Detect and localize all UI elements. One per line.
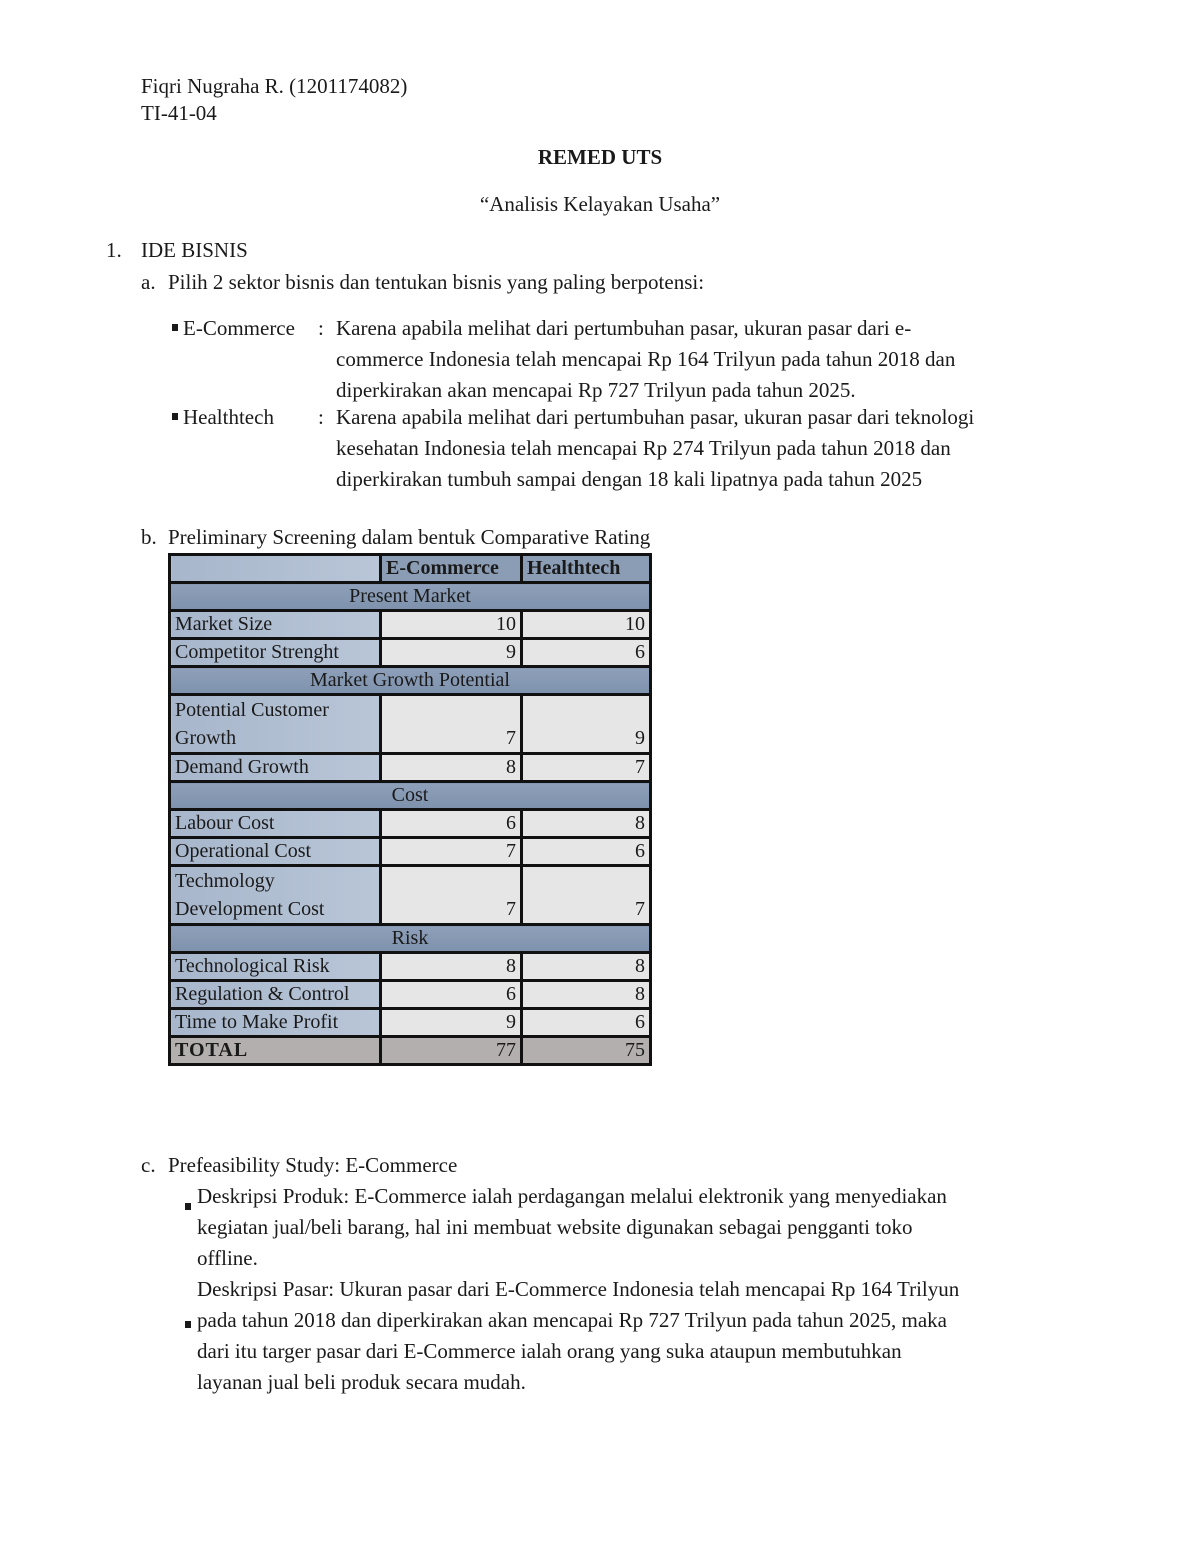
- sector-label: E-Commerce: [183, 316, 295, 340]
- section-heading: IDE BISNIS: [141, 238, 248, 262]
- row-label: Operational Cost: [170, 838, 381, 866]
- ecommerce-total: 77: [381, 1037, 522, 1065]
- sector-desc-line: commerce Indonesia telah mencapai Rp 164 Trilyun pada tahun 2018 dan: [336, 347, 956, 371]
- ecommerce-score: 8: [381, 754, 522, 782]
- table-row: [170, 810, 651, 838]
- author-line: Fiqri Nugraha R. (1201174082): [141, 74, 408, 98]
- healthtech-total: 75: [522, 1037, 651, 1065]
- table-row: [170, 953, 651, 981]
- ecommerce-score: 9: [381, 639, 522, 667]
- total-label: TOTAL: [170, 1037, 381, 1065]
- ecommerce-score: 6: [381, 981, 522, 1009]
- ecommerce-score: 8: [381, 953, 522, 981]
- sector-desc-line: Karena apabila melihat dari pertumbuhan pasar, ukuran pasar dari teknologi: [336, 405, 975, 429]
- desc-line: Deskripsi Pasar: Ukuran pasar dari E-Commerce Indonesia telah mencapai Rp 164 Trilyun: [197, 1277, 960, 1301]
- section-row: Cost: [170, 782, 651, 810]
- desc-line: Deskripsi Produk: E-Commerce ialah perdagangan melalui elektronik yang menyediakan: [197, 1184, 947, 1208]
- sector-desc-line: Karena apabila melihat dari pertumbuhan pasar, ukuran pasar dari e-: [336, 316, 912, 340]
- section-row: Risk: [170, 925, 651, 953]
- ecommerce-score: 7: [381, 695, 522, 754]
- table-header-row: [170, 555, 651, 583]
- bullet-icon: [172, 413, 178, 420]
- bullet-icon: [185, 1321, 191, 1328]
- class-line: TI-41-04: [141, 101, 217, 125]
- ecommerce-score: 7: [381, 866, 522, 925]
- ecommerce-score: 7: [381, 838, 522, 866]
- sector-desc-line: diperkirakan tumbuh sampai dengan 18 kali lipatnya pada tahun 2025: [336, 467, 923, 491]
- bullet-icon: [172, 324, 178, 331]
- item-b-marker: b.: [141, 525, 157, 549]
- header-cell-healthtech: Healthtech: [522, 555, 651, 583]
- document-subtitle: “Analisis Kelayakan Usaha”: [479, 192, 721, 216]
- row-label: Competitor Strenght: [170, 639, 381, 667]
- desc-line: dari itu targer pasar dari E-Commerce ialah orang yang suka ataupun membutuhkan: [197, 1339, 902, 1363]
- comparative-rating-table: [168, 553, 652, 1066]
- healthtech-score: 6: [522, 1009, 651, 1037]
- sector-desc-line: kesehatan Indonesia telah mencapai Rp 274 Trilyun pada tahun 2018 dan: [336, 436, 951, 460]
- healthtech-score: 10: [522, 611, 651, 639]
- desc-line: layanan jual beli produk secara mudah.: [197, 1370, 526, 1394]
- section-row: Present Market: [170, 583, 651, 611]
- row-label: Demand Growth: [170, 754, 381, 782]
- ecommerce-score: 6: [381, 810, 522, 838]
- healthtech-score: 6: [522, 838, 651, 866]
- separator: :: [318, 316, 324, 340]
- row-label: Potential Customer Growth: [170, 695, 381, 754]
- sector-desc-line: diperkirakan akan mencapai Rp 727 Trilyun pada tahun 2025.: [336, 378, 856, 402]
- total-row: [170, 1037, 651, 1065]
- document-title: REMED UTS: [537, 145, 663, 169]
- table-row: [170, 981, 651, 1009]
- healthtech-score: 6: [522, 639, 651, 667]
- healthtech-score: 8: [522, 981, 651, 1009]
- healthtech-score: 7: [522, 866, 651, 925]
- table-row: [170, 611, 651, 639]
- item-b-text: Preliminary Screening dalam bentuk Comparative Rating: [168, 525, 651, 549]
- separator: :: [318, 405, 324, 429]
- table-row: [170, 1009, 651, 1037]
- desc-line: kegiatan jual/beli barang, hal ini membuat website digunakan sebagai pengganti toko: [197, 1215, 913, 1239]
- desc-line: pada tahun 2018 dan diperkirakan akan mencapai Rp 727 Trilyun pada tahun 2025, maka: [197, 1308, 947, 1332]
- healthtech-score: 8: [522, 953, 651, 981]
- bullet-icon: [185, 1203, 191, 1210]
- row-label: Market Size: [170, 611, 381, 639]
- sector-label: Healthtech: [183, 405, 274, 429]
- section-number: 1.: [106, 238, 122, 262]
- ecommerce-score: 9: [381, 1009, 522, 1037]
- row-label: Technological Risk: [170, 953, 381, 981]
- row-label: Regulation & Control: [170, 981, 381, 1009]
- table-row: [170, 866, 651, 925]
- row-label: Time to Make Profit: [170, 1009, 381, 1037]
- section-row: Market Growth Potential: [170, 667, 651, 695]
- item-c-marker: c.: [141, 1153, 156, 1177]
- healthtech-score: 7: [522, 754, 651, 782]
- row-label: Techmology Development Cost: [170, 866, 381, 925]
- healthtech-score: 9: [522, 695, 651, 754]
- item-c-text: Prefeasibility Study: E-Commerce: [168, 1153, 458, 1177]
- row-label: Labour Cost: [170, 810, 381, 838]
- table-row: [170, 695, 651, 754]
- table-row: [170, 639, 651, 667]
- item-a-text: Pilih 2 sektor bisnis dan tentukan bisnis yang paling berpotensi:: [168, 270, 705, 294]
- healthtech-score: 8: [522, 810, 651, 838]
- item-a-marker: a.: [141, 270, 156, 294]
- ecommerce-score: 10: [381, 611, 522, 639]
- desc-line: offline.: [197, 1246, 258, 1270]
- header-cell-empty: [170, 555, 381, 583]
- table-row: [170, 838, 651, 866]
- header-cell-ecommerce: E-Commerce: [381, 555, 522, 583]
- table-row: [170, 754, 651, 782]
